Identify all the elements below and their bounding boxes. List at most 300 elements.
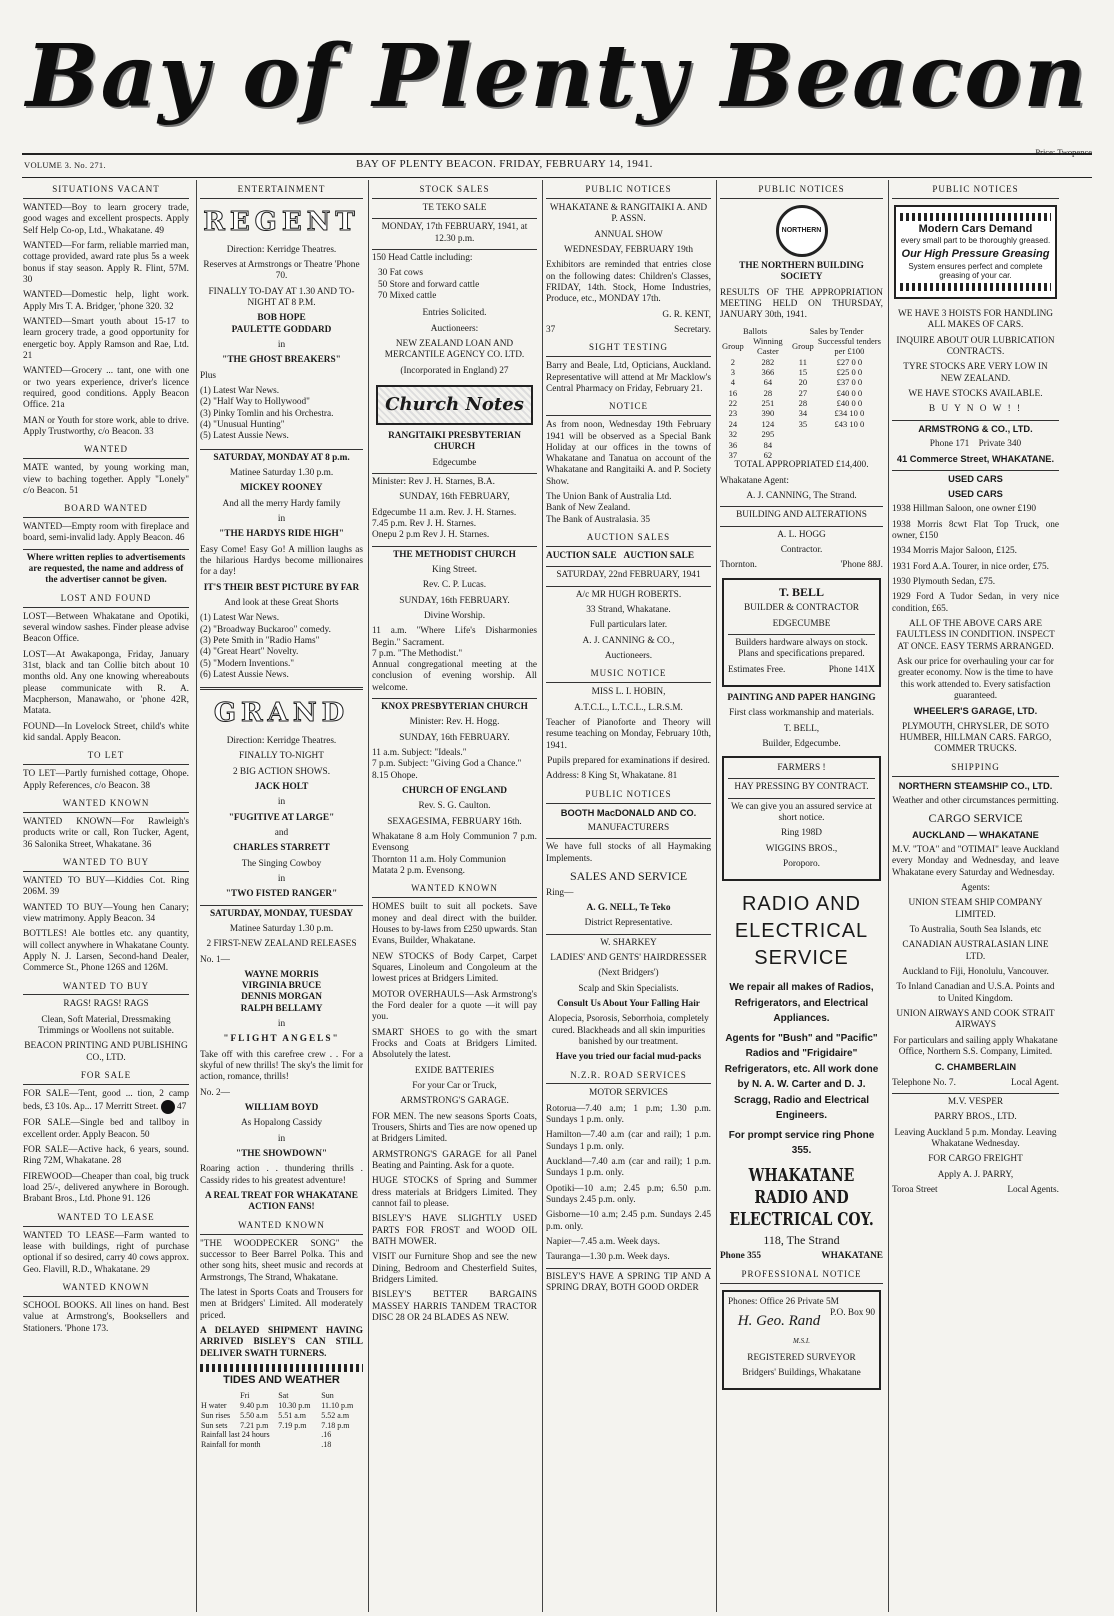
divider (892, 470, 1059, 471)
table-cell: Winning Caster (753, 335, 783, 357)
divider (546, 566, 711, 567)
section-heading: WANTED KNOWN (200, 1218, 363, 1235)
table-row (200, 1391, 363, 1401)
sales-service: SALES AND SERVICE (569, 868, 688, 883)
surveyor-name: H. Geo. Rand M.S.I. (737, 1313, 821, 1346)
showtime: FINALLY TO-NIGHT (239, 751, 324, 762)
section-heading: ENTERTAINMENT (200, 182, 363, 199)
classified-ad: WANTED—Domestic help, light work. Apply Mrs T. A. Bridger, 'phone 320. 32 (23, 290, 189, 312)
shipping-route: To Inland Canadian and U.S.A. Points and to United Kingdom. (896, 982, 1055, 1004)
classified-ad: WANTED—Smart youth about 15-17 to learn grocery trade, a good opportunity for energetic boy. Apply Ramson and Rae, Ltd. 21 (23, 316, 189, 361)
film-title: "THE HARDYS RIDE HIGH" (219, 529, 344, 540)
section-heading: WANTED (23, 442, 189, 459)
table-row: 22 251 28 £40 0 0 (728, 398, 863, 409)
classified-ad: WANTED—Boy to learn grocery trade, good wages and excellent prospects. Apply Self Help Co-op, Ltd., Whakatane. 49 (23, 202, 189, 236)
tides-table (200, 1391, 363, 1450)
incorporation: (Incorporated in England) 27 (400, 365, 509, 376)
exide-garage: ARMSTRONG'S GARAGE. (400, 1096, 509, 1107)
film-title: "TWO FISTED RANGER" (225, 889, 338, 900)
company-subtitle: MANUFACTURERS (587, 822, 670, 833)
classified-ad: NEW STOCKS of Body Carpet, Carpet Squares, Linoleum and Congoleum at the lowest prices at Bridgers Limited. (372, 951, 537, 985)
showtime: SATURDAY, MONDAY, TUESDAY (209, 908, 354, 919)
agent-name: C. CHAMBERLAIN (934, 1062, 1017, 1073)
sale-head: 150 Head Cattle including: (372, 252, 473, 263)
table-row: 23 390 34 £34 10 0 (728, 408, 865, 419)
garage-line: INQUIRE ABOUT OUR LUBRICATION CONTRACTS. (896, 335, 1055, 358)
showtime: SATURDAY, MONDAY AT 8 p.m. (213, 452, 350, 463)
releases: 2 FIRST-NEW ZEALAND RELEASES (206, 939, 357, 950)
business-specialty: Scalp and Skin Specialists. (578, 983, 679, 994)
church-name: CHURCH OF ENGLAND (401, 786, 508, 797)
table-row (200, 1421, 363, 1431)
garage-line: B U Y N O W ! ! (928, 404, 1023, 415)
sale-date: MONDAY, 17th FEBRUARY, 1941, at 12.30 p.m. (381, 222, 528, 244)
section-heading: N.Z.R. ROAD SERVICES (546, 1068, 711, 1085)
issue-date: BAY OF PLENTY BEACON. FRIDAY, FEBRUARY 14, 1941. (356, 158, 653, 170)
table-row: 37 62 (728, 449, 773, 460)
section-heading: SITUATIONS VACANT (23, 182, 189, 199)
church-place: Edgecumbe (432, 457, 477, 468)
freight-heading: FOR CARGO FREIGHT (928, 1154, 1023, 1165)
film-stars: WILLIAM BOYD (244, 1103, 319, 1114)
notice-address: Address: 8 King St, Whakatane. 81 (546, 771, 678, 782)
auctioneer-name: A. J. CANNING & CO., (582, 635, 675, 646)
exide-heading: EXIDE BATTERIES (414, 1065, 495, 1076)
auction-particulars: Full particulars later. (589, 620, 668, 631)
divider (372, 249, 537, 250)
table-cell: Group (792, 341, 814, 352)
notice-body: Exhibitors are reminded that entries close on the following dates: Children's Classes, FRIDAY, 14th. Stock, Home Industries, Produce, etc., MONDAY 17th. (546, 260, 711, 305)
classified-ad: The latest in Sports Coats and Trousers for men at Bridgers' Limited. All moderately priced. (200, 1288, 363, 1321)
agent-contact: Telephone No. 7. Local Agent. (892, 1077, 1059, 1088)
column-3 (368, 180, 540, 1612)
garage-name: ARMSTRONG & CO., LTD. (918, 423, 1033, 434)
film-tagline: IT'S THEIR BEST PICTURE BY FAR (203, 582, 360, 593)
list-item: 1930 Plymouth Sedan, £75. (892, 576, 996, 587)
church-minister: Minister: Rev. H. Hogg. (409, 717, 500, 728)
classified-ad: BISLEY'S HAVE A SPRING TIP AND A SPRING DRAY, BOTH GOOD ORDER (546, 1271, 711, 1294)
classified-ad: WANTED TO BUY—Kiddies Cot. Ring 206M. 39 (23, 875, 189, 898)
business-location: (Next Bridgers') (598, 968, 659, 979)
table-cell: Rainfall for month (201, 1440, 261, 1450)
divider (728, 634, 875, 635)
classified-ad: ARMSTRONG'S GARAGE for all Panel Beating and Painting. Ask for a quote. (372, 1149, 537, 1171)
film-in: in (277, 1133, 286, 1144)
price: Price: Twopence (1035, 147, 1092, 157)
builder-name: T. BELL (778, 584, 825, 599)
film-subtitle: As Hopalong Cassidy (240, 1118, 323, 1129)
regent-theatre-logo: REGENT (203, 206, 360, 237)
garage-line: WE HAVE 3 HOISTS FOR HANDLING ALL MAKES OF CARS. (897, 309, 1054, 331)
film-title: "THE GHOST BREAKERS" (222, 355, 341, 366)
classified-ad: "THE WOODPECKER SONG" the successor to Beer Barrel Polka. This and other song hits, sheet music and records at Armstrongs, The Strand, Whakatane. (200, 1238, 363, 1283)
society-body: RESULTS OF THE APPROPRIATION MEETING HELD ON THURSDAY, JANUARY 30th, 1941. (720, 287, 883, 321)
representative-name: A. G. NELL, Te Teko (586, 902, 671, 913)
radio-company: WHAKATANE RADIO AND ELECTRICAL COY. (729, 1164, 874, 1230)
notice-body: First class workmanship and materials. (729, 708, 874, 719)
show-date: WEDNESDAY, FEBRUARY 19th (563, 244, 694, 255)
table-cell: 5.50 a.m (240, 1410, 268, 1420)
film-in: in (277, 797, 286, 808)
section-heading: SHIPPING (892, 760, 1059, 777)
notice-body: Barry and Beale, Ltd, Opticians, Auckland. Representative will attend at Mr Macklow's Central Pharmacy on Friday, February 21. (546, 361, 711, 394)
theatre-direction: Direction: Kerridge Theatres. (226, 735, 337, 746)
column-4 (542, 180, 714, 1612)
shows-count: 2 BIG ACTION SHOWS. (232, 766, 331, 777)
section-heading: PUBLIC NOTICES (546, 787, 711, 804)
film-cast: And all the merry Hardy family (222, 498, 341, 509)
table-cell: Group (722, 341, 744, 352)
table-cell: 7.18 p.m (321, 1420, 350, 1430)
church-name: THE METHODIST CHURCH (393, 549, 516, 560)
section-heading: WANTED KNOWN (23, 1280, 189, 1297)
decorative-border (200, 1364, 363, 1372)
church-minister: Rev. C. P. Lucas. (422, 580, 487, 591)
classified-ad: BOTTLES! Ale bottles etc. any quantity, will collect anywhere in Whakatane County. Apply N. J. Larsen, Second-hand Dealer, Commerce St., Phone 126S and 126M. (23, 929, 189, 974)
church-name: RANGITAIKI PRESBYTERIAN CHURCH (388, 430, 521, 453)
list-item: 70 Mixed cattle (378, 290, 437, 301)
shipping-route: To Australia, South Sea Islands, etc (909, 925, 1042, 936)
shorts-list (200, 386, 363, 443)
grand-theatre-logo: GRAND (213, 698, 350, 729)
film-number: No. 1— (200, 954, 230, 965)
cattle-list (372, 268, 537, 302)
table-cell: 7.19 p.m (278, 1420, 307, 1430)
schedule-line: Rotorua—7.40 a.m; 1 p.m; 1.30 p.m. Sundays 1 p.m. only. (546, 1103, 711, 1126)
notice-heading: FARMERS ! (777, 763, 826, 774)
section-heading: SIGHT TESTING (546, 340, 711, 357)
notice-body: Teacher of Pianoforte and Theory will resume teaching on Monday, February 10th, 1941. (546, 718, 711, 751)
section-heading: WANTED TO LEASE (23, 1210, 189, 1227)
church-services: Whakatane 8 a.m Holy Communion 7 p.m. Evensong Thornton 11 a.m. Holy Communion Matata 2 p.m. Evensong. (372, 832, 537, 877)
auction-heading: AUCTION SALE AUCTION SALE (546, 551, 695, 562)
section-heading: WANTED TO BUY (23, 855, 189, 872)
shorts-list (200, 613, 363, 681)
agents-label: Agents: (961, 883, 990, 894)
auction-date: SATURDAY, 22nd FEBRUARY, 1941 (556, 570, 701, 581)
table-cell: Successful tenders per £100 (817, 335, 881, 357)
film-plus: Plus (200, 370, 217, 381)
business-tagline: Have you tried our facial mud-packs (555, 1052, 702, 1063)
garage-makes: PLYMOUTH, CHRYSLER, DE SOTO HUMBER, HILLMAN CARS. FARGO, COMMER TRUCKS. (899, 721, 1052, 755)
film-stars: CHARLES STARRETT (233, 843, 330, 854)
masthead-title: Bay of Plenty Beacon (25, 25, 1089, 127)
film-number: No. 2— (200, 1087, 230, 1098)
film-stars: JACK HOLT (254, 781, 309, 792)
divider (546, 1268, 711, 1269)
used-cars-heading: USED CARS (948, 488, 1003, 499)
classified-ad: WANTED KNOWN—For Rawleigh's products write or call, Ron Tucker, Agent, 36 Salonika Street, Whakatane. 36 (23, 816, 189, 850)
shipping-company: NORTHERN STEAMSHIP CO., LTD. (898, 780, 1053, 791)
classified-ad: MOTOR OVERHAULS—Ask Armstrong's the Ford dealer for a quote —it will pay you. (372, 989, 537, 1023)
agent-name: A. J. CANNING, The Strand. (746, 490, 857, 501)
divider (372, 218, 537, 219)
film-in: in (277, 1019, 286, 1030)
radio-ad-body: We repair all makes of Radios, Refrigerators, and Electrical Appliances. (729, 982, 874, 1025)
notice-body: Pupils prepared for examinations if desired. (547, 756, 710, 766)
column-1 (20, 180, 192, 1612)
notice-banks: The Union Bank of Australia Ltd. Bank of New Zealand. The Bank of Australasia. 35 (546, 492, 672, 525)
film-tagline: A REAL TREAT FOR WHAKATANE ACTION FANS! (205, 1191, 358, 1213)
garage-name: WHEELER'S GARAGE, LTD. (913, 706, 1038, 717)
classified-ad: SCHOOL BOOKS. All lines on hand. Best value at Armstrong's, Booksellers and Stationers. 'Phone 173. (23, 1300, 189, 1334)
rags-body: Clean, Soft Material, Dressmaking Trimmings or Woollens not suitable. (38, 1014, 174, 1037)
route-heading: AUCKLAND — WHAKATANE (912, 829, 1039, 840)
table-cell: .18 (321, 1440, 332, 1450)
classified-ad: VISIT our Furniture Shop and see the new Dining, Bedroom and Chesterfield Suites, Bridgers Limited. (372, 1252, 537, 1285)
society-total: TOTAL APPROPRIATED £14,400. (734, 460, 869, 471)
list-item: (3) Pete Smith in "Radio Hams" (200, 635, 320, 646)
cars-note: Ask our price for overhauling your car for greater economy. Now is the time to have this work attended to. Every satisfaction guaranteed. (897, 656, 1054, 701)
dateline (22, 147, 1092, 178)
schedule-line: Hamilton—7.40 a.m (car and rail); 1 p.m. Sundays 1 p.m. only. (546, 1130, 711, 1152)
section-heading: MUSIC NOTICE (546, 666, 711, 683)
film-description: Easy Come! Easy Go! A million laughs as the hilarious Hardys become millionaires for a day! (200, 544, 363, 578)
table-cell: Sun rises (201, 1410, 231, 1420)
divider (372, 698, 537, 699)
builder-role: Contractor. (780, 544, 823, 555)
teacher-name: MISS L. I. HOBIN, (591, 687, 666, 698)
masthead (0, 2, 1114, 152)
list-item: (1) Latest War News. (200, 613, 280, 624)
table-cell: .16 (321, 1430, 332, 1440)
table-row (720, 326, 883, 336)
section-heading: AUCTION SALES (546, 530, 711, 547)
church-notes-banner: Church Notes (376, 385, 533, 425)
church-services: Edgecumbe 11 a.m. Rev. J. H. Starnes. 7.45 p.m. Rev J. H. Starnes. Onepu 2 p.m Rev J. H. Starnes. (372, 507, 517, 541)
list-item: (1) Latest War News. (200, 385, 280, 396)
church-minister: Minister: Rev J. H. Starnes, B.A. (372, 476, 495, 487)
shipping-note: Weather and other circumstances permitting. (892, 795, 1059, 806)
contractor-name: WIGGINS BROS., (765, 843, 838, 854)
classified-ad: FIREWOOD—Cheaper than coal, big truck load 25/-, delivered anywhere in Borough. Brabant Bros., Ltd. Phone 91. 126 (23, 1171, 189, 1205)
ballot-table (720, 326, 883, 461)
church-place: King Street. (432, 564, 477, 575)
radio-address: 118, The Strand (763, 1232, 840, 1247)
auction-address: 33 Strand, Whakatane. (586, 605, 671, 616)
theatre-direction: Direction: Kerridge Theatres. (226, 244, 337, 255)
business-name: W. SHARKEY (600, 937, 657, 948)
northern-logo: NORTHERN (776, 205, 828, 257)
table-row: 2 282 11 £27 0 0 (730, 356, 863, 367)
classified-ad: A DELAYED SHIPMENT HAVING ARRIVED BISLEY'S CAN STILL DELIVER SWATH TURNERS. (200, 1326, 363, 1359)
schedule-line: Napier—7.45 a.m. Week days. (546, 1237, 660, 1248)
list-item: 1938 Hillman Saloon, one owner £190 (892, 504, 1037, 515)
church-worship: Divine Worship. (423, 610, 486, 621)
table-cell: H water (201, 1401, 227, 1411)
film-stars: WAYNE MORRIS VIRGINIA BRUCE DENNIS MORGAN RALPH BELLAMY (240, 969, 323, 1014)
cargo-heading: CARGO SERVICE (928, 811, 1023, 826)
vessel-owner: PARRY BROS., LTD. (934, 1112, 1017, 1123)
schedule-line: Gisborne—10 a.m; 2.45 p.m. Sundays 2.45 p.m. only. (546, 1210, 711, 1232)
business-body: Alopecia, Psorosis, Seborrhoia, completely cured. Blackheads and all skin impurities banished by our treatment. (548, 1014, 709, 1047)
contractor-place: Poroporo. (783, 859, 820, 870)
show-title: ANNUAL SHOW (594, 229, 663, 240)
rags-heading: RAGS! RAGS! RAGS (63, 999, 149, 1010)
surveyor-role: REGISTERED SURVEYOR (747, 1352, 856, 1363)
list-item: (5) "Modern Inventions." (200, 658, 295, 669)
business-tagline: Consult Us About Your Falling Hair (557, 998, 700, 1009)
schedule-line: Opotiki—10 a.m; 2.45 p.m; 6.50 p.m. Sundays 2.45 p.m. only. (546, 1183, 711, 1206)
table-row: 4 64 20 £37 0 0 (730, 377, 863, 388)
greasing-ad (894, 205, 1057, 299)
notice-signature: G. R. KENT, (662, 309, 711, 320)
radio-ad-phone: For prompt service ring Phone 355. (728, 1129, 875, 1157)
film-title: "FLIGHT ANGELS" (223, 1034, 340, 1045)
column-5 (716, 180, 886, 1612)
auctioneer-role: Auctioneers. (604, 651, 653, 662)
film-stars: BOB HOPE PAULETTE GODDARD (231, 313, 332, 335)
classified-ad: FOR SALE—Tent, good ... tion, 2 camp beds, £3 10s. Ap... 17 Merritt Street. 47 (23, 1089, 189, 1113)
list-item: (2) "Half Way to Hollywood" (200, 397, 310, 408)
classified-ad: FOUND—In Lovelock Street, child's white kid sandal. Apply Beacon. (23, 721, 189, 744)
table-cell: 10.30 p.m (278, 1401, 311, 1411)
ink-blot (161, 1100, 175, 1114)
divider (372, 473, 537, 474)
greasing-heading: Modern Cars Demand (918, 222, 1033, 235)
list-item: 1929 Ford A Tudor Sedan, in very nice condition, £65. (892, 592, 1059, 614)
divider (892, 1093, 1059, 1094)
notice-heading: HAY PRESSING BY CONTRACT. (734, 782, 869, 793)
section-heading: PROFESSIONAL NOTICE (720, 1267, 883, 1284)
section-heading: STOCK SALES (372, 182, 537, 199)
classified-ad: WANTED TO BUY—Young hen Canary; view matrimony. Apply Beacon. 34 (23, 902, 189, 924)
list-item: 1931 Ford A.A. Tourer, in nice order, £75. (892, 561, 1049, 572)
church-date: SUNDAY, 16th FEBRUARY. (399, 732, 510, 743)
notice-heading: WHAKATANE & RANGITAIKI A. AND P. ASSN. (549, 202, 708, 225)
builder-body: Builders hardware always on stock. Plans and specifications prepared. (735, 637, 868, 660)
rags-signature: BEACON PRINTING AND PUBLISHING CO., LTD. (24, 1041, 188, 1063)
garage-address: 41 Commerce Street, WHAKATANE. (896, 454, 1055, 465)
church-services: 11 a.m. Subject: "Ideals." 7 p.m. Subject: "Giving God a Chance." 8.15 Ohope. (372, 748, 522, 781)
showtime: FINALLY TO-DAY AT 1.30 AND TO-NIGHT AT 8 P.M. (208, 286, 355, 308)
section-heading: WANTED KNOWN (23, 796, 189, 813)
classified-ad: WANTED—For farm, reliable married man, cottage provided, award rate plus 5s a week bonus if stay season. Apply R. Flint, 57M. 30 (23, 240, 189, 285)
notice-body: We can give you an assured service at short notice. (731, 801, 872, 824)
notice-heading: BUILDING AND ALTERATIONS (736, 510, 867, 521)
radio-ad-title: RADIO AND ELECTRICAL SERVICE (734, 893, 869, 970)
vessel-name: M.V. VESPER (947, 1097, 1004, 1108)
schedule-line: Tauranga—1.30 p.m. Week days. (546, 1252, 670, 1263)
list-item: 50 Store and forward cattle (378, 279, 480, 290)
sale-entries: Entries Solicited. (422, 308, 487, 319)
decorative-border (900, 283, 1051, 291)
greasing-tagline: Our High Pressure Greasing (901, 248, 1050, 261)
church-date: SUNDAY, 16th FEBRUARY. (399, 595, 510, 606)
matinee: Matinee Saturday 1.30 p.m. (229, 467, 334, 478)
film-in: in (277, 513, 286, 524)
greasing-body: System ensures perfect and complete greasing of your car. (908, 261, 1043, 281)
divider (546, 838, 711, 839)
column-2 (196, 180, 366, 1612)
church-date: SUNDAY, 16th FEBRUARY, (399, 492, 510, 503)
matinee: Matinee Saturday 1.30 p.m. (229, 923, 334, 934)
vessel-schedule: Leaving Auckland 5 p.m. Monday. Leaving Whakatane Wednesday. (894, 1127, 1057, 1149)
greasing-subheading: every small part to be thoroughly greased. (900, 236, 1051, 246)
film-description: Take off with this carefree crew . . For a skyful of new thrills! The sky's the limit for action, romance, thrills! (200, 1049, 363, 1083)
used-cars-heading: USED CARS (948, 473, 1003, 484)
section-heading: BOARD WANTED (23, 501, 189, 518)
classified-ad: LOST—At Awakaponga, Friday, January 31st, black and tan Collie bitch about 10 months old. Any one knowing whereabouts please communicate with R. A. Macpherson, Manawaho, or 'phone 42R, Matata. (23, 649, 189, 717)
divider (546, 586, 711, 587)
table-row (200, 1401, 363, 1411)
business-trade: LADIES' AND GENTS' HAIRDRESSER (550, 952, 707, 963)
list-item: (2) "Broadway Buckaroo" comedy. (200, 624, 331, 635)
shipping-route: Auckland to Fiji, Honolulu, Vancouver. (902, 967, 1049, 978)
classified-ad: FOR MEN. The new seasons Sports Coats, Trousers, Shirts and Ties are now opened up at Bridgers Limited. (372, 1111, 537, 1145)
shorts-heading: And look at these Great Shorts (224, 597, 339, 608)
agent-label: Whakatane Agent: (720, 475, 789, 486)
film-in: in (277, 873, 286, 884)
classified-ad: HOMES built to suit all pockets. Save money and deal direct with the builder. Houses to by-laws from £250 upwards. Stan Evans, Builder, Whakatane. (372, 902, 538, 947)
surveyor-address: Bridgers' Buildings, Whakatane (742, 1367, 861, 1378)
builder-contact: Estimates Free. Phone 141X (728, 664, 875, 675)
table-cell: Sales by Tender (809, 325, 864, 336)
church-services: 11 a.m. "Where Life's Disharmonies Begin." Sacrament. 7 p.m. "The Methodist." Annual congregational meeting at the conclusion of evening worship. All welcome. (372, 626, 537, 693)
film-stars: MICKEY ROONEY (240, 483, 323, 494)
auctioneers-label: Auctioneers: (430, 323, 479, 334)
divider (728, 778, 875, 779)
radio-ad-body: Agents for "Bush" and "Pacific" Radios and "Frigidaire" Refrigerators, etc. All work done by N. A. W. Carter and D. J. Scragg, Radio and Electrical Engineers. (724, 1032, 879, 1122)
film-description: Roaring action . . thundering thrills . Cassidy rides to his greatest adventure! (200, 1164, 363, 1186)
builder-contact: Thornton. 'Phone 88J. (720, 560, 883, 571)
classified-ad: WANTED—Grocery ... tant, one with one or two years experience, driver's licence required, good conditions. Apply Beacon Office. 21a (23, 366, 189, 411)
auction-account: A/c MR HUGH ROBERTS. (575, 589, 682, 600)
theatre-reserves: Reserves at Armstrongs or Theatre 'Phone 70. (203, 260, 360, 282)
builder-name: A. L. HOGG (777, 529, 826, 540)
table-row: 3 366 15 £25 0 0 (730, 367, 863, 378)
list-item: (4) "Great Heart" Novelty. (200, 647, 299, 658)
column-6 (888, 180, 1062, 1612)
divider (546, 934, 711, 935)
divider (728, 798, 875, 799)
tides-heading: TIDES AND WEATHER (223, 1373, 340, 1386)
classified-ad: MATE wanted, by young working man, view to baching together. Apply "Lonely" c/o Beacon. 51 (23, 463, 189, 496)
table-row (720, 336, 883, 357)
notice-heading: PAINTING AND PAPER HANGING (727, 692, 876, 703)
divider (23, 549, 189, 550)
table-cell: Ballots (742, 325, 768, 336)
freight-contact: Toroa Street Local Agents. (892, 1184, 1059, 1195)
shipping-body: For particulars and sailing apply Whakatane Office, Northern S.S. Company, Limited. (893, 1035, 1058, 1058)
table-cell: Sun (321, 1391, 334, 1401)
notice: Where written replies to advertisements are requested, the name and address of the advertiser cannot be given. (26, 552, 186, 586)
ring-number: Ring 198D (780, 828, 823, 839)
section-heading: PUBLIC NOTICES (720, 182, 883, 199)
notice-role: 37 Secretary. (546, 324, 711, 335)
bell-ad (722, 578, 881, 687)
church-name: KNOX PRESBYTERIAN CHURCH (381, 702, 528, 713)
farmers-ad (722, 756, 881, 881)
list-item: 1938 Morris 8cwt Flat Top Truck, one owner, £150 (892, 519, 1059, 541)
decorative-border (900, 213, 1051, 221)
classified-ad: FOR SALE—Active hack, 6 years, sound. Ring 72M, Whakatane. 28 (23, 1145, 189, 1167)
builder-name: T. BELL, (783, 723, 820, 734)
company-name: BOOTH MacDONALD AND CO. (560, 807, 697, 818)
classified-ad: SMART SHOES to go with the smart Frocks and Coats at Bridgers Limited. Absolutely the latest. (372, 1027, 537, 1061)
route-body: M.V. "TOA" and "OTIMAI" leave Auckland every Monday and Wednesday, and leave Whakatane every Saturday and Wednesday. (892, 845, 1059, 878)
divider (372, 546, 537, 547)
list-item: 30 Fat cows (378, 268, 423, 279)
freight-apply: Apply A. J. PARRY, (937, 1169, 1014, 1180)
section-heading: NOTICE (546, 399, 711, 416)
film-and: and (274, 827, 289, 838)
exide-body: For your Car or Truck, (412, 1080, 497, 1091)
section-heading: PUBLIC NOTICES (546, 182, 711, 199)
shipping-company: CANADIAN AUSTRALASIAN LINE LTD. (902, 940, 1049, 962)
representative-role: District Representative. (584, 918, 673, 929)
church-minister: Rev. S. G. Caulton. (418, 801, 491, 812)
